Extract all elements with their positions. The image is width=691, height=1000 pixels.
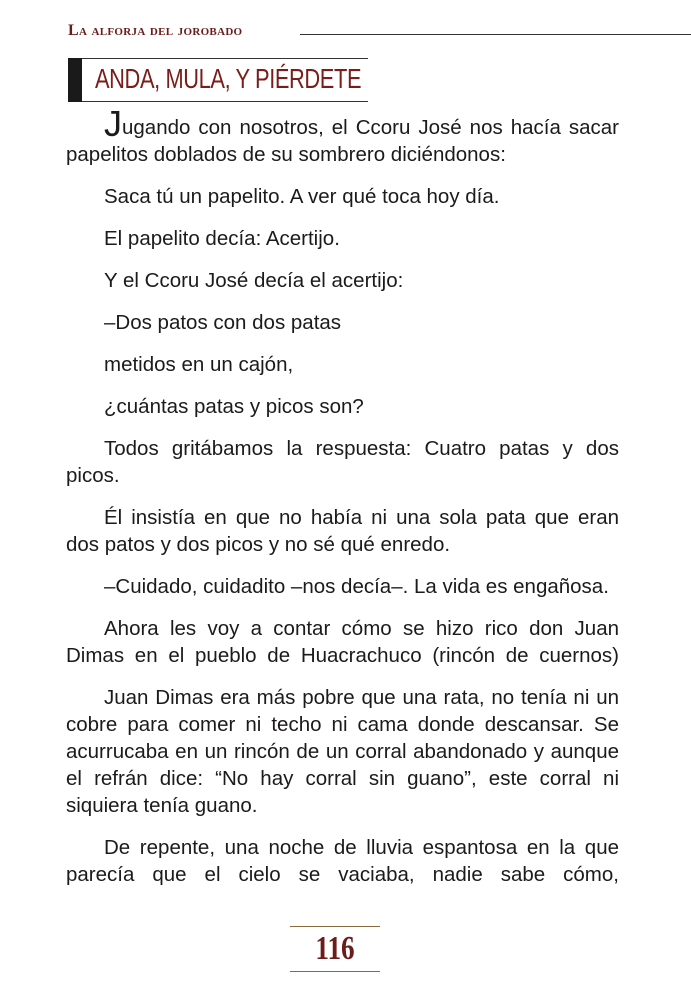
drop-cap: J bbox=[104, 103, 122, 144]
paragraph: El papelito decía: Acertijo. bbox=[104, 227, 340, 250]
page-number-box bbox=[290, 926, 380, 972]
folio-rule-bottom bbox=[290, 971, 380, 972]
verse-line: ¿cuántas patas y picos son? bbox=[104, 395, 364, 418]
paragraph: Ahora les voy a contar cómo se hizo rico don Juan Dimas en el pueblo de Huacrachuco (rincón de cuernos) bbox=[66, 617, 619, 667]
verse-line: –Dos patos con dos patas bbox=[104, 311, 342, 334]
paragraph: Todos gritábamos la respuesta: Cuatro patas y dos picos. bbox=[66, 437, 619, 487]
paragraph: –Cuidado, cuidadito –nos decía–. La vida es engañosa. bbox=[104, 575, 609, 598]
running-title: La alforja del jorobado bbox=[68, 22, 243, 39]
paragraph: Juan Dimas era más pobre que una rata, no tenía ni un cobre para comer ni techo ni cama donde descansar. Se acurrucaba en un rincón de un corral abandonado y aunque el refrán dice: “No hay corral sin guano”, este corral ni siquiera tenía guano. bbox=[66, 686, 619, 817]
header-rule bbox=[300, 34, 691, 35]
verse-line: metidos en un cajón, bbox=[104, 353, 294, 376]
body-text bbox=[66, 103, 619, 903]
paragraph bbox=[66, 103, 619, 168]
chapter-heading bbox=[68, 58, 368, 102]
heading-rule-top bbox=[82, 58, 368, 59]
paragraph: Y el Ccoru José decía el acertijo: bbox=[104, 269, 404, 292]
folio-rule-top bbox=[290, 926, 380, 927]
heading-rule-bottom bbox=[82, 101, 368, 102]
running-header bbox=[68, 20, 691, 44]
paragraph: Él insistía en que no había ni una sola pata que eran dos patos y dos picos y no sé qué enredo. bbox=[66, 506, 619, 556]
heading-bar-decoration bbox=[68, 58, 82, 102]
paragraph: De repente, una noche de lluvia espantosa en la que parecía que el cielo se vaciaba, nadie sabe cómo, bbox=[66, 836, 619, 886]
paragraph: Saca tú un papelito. A ver qué toca hoy día. bbox=[104, 185, 500, 208]
page-number: 116 bbox=[315, 930, 355, 967]
paragraph-text: ugando con nosotros, el Ccoru José nos hacía sacar papelitos doblados de su sombrero diciéndonos: bbox=[66, 116, 619, 166]
chapter-title: ANDA, MULA, Y PIÉRDETE bbox=[95, 63, 362, 94]
